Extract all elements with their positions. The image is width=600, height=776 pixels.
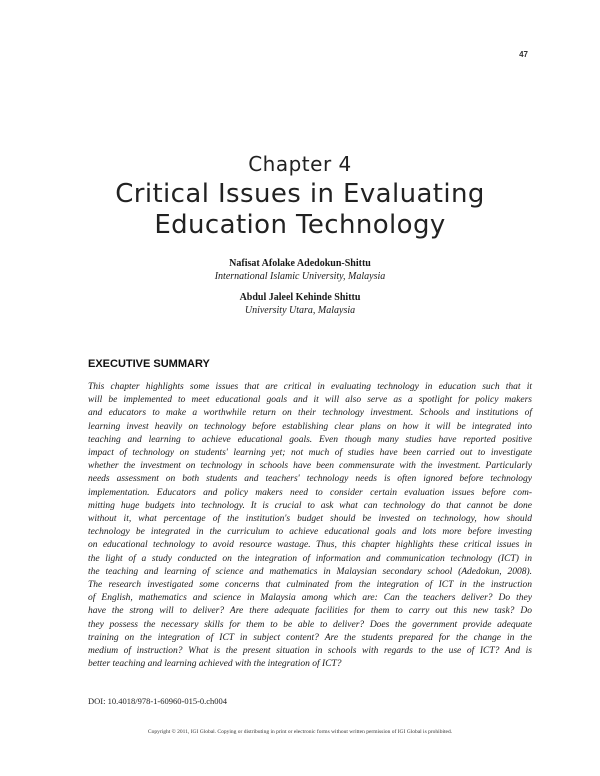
summary-line: learning invest heavily on technology before establishing clear plans on how it will be integrated into bbox=[88, 421, 532, 432]
author-name: Nafisat Afolake Adedokun-Shittu bbox=[229, 258, 371, 269]
summary-line: needs assessment on both students and teachers' technology needs is often ignored before technology bbox=[88, 474, 532, 485]
summary-line: implementation. Educators and policy makers need to consider certain evaluation issues before com- bbox=[88, 487, 532, 498]
summary-line: have the strong will to deliver? Are there adequate facilities for them to carry out this new task? Do bbox=[88, 606, 532, 617]
chapter-label: Chapter 4 bbox=[248, 152, 352, 176]
executive-summary-heading: EXECUTIVE SUMMARY bbox=[88, 358, 210, 370]
author-affiliation: International Islamic University, Malaysia bbox=[214, 271, 386, 282]
summary-line: the light of a study conducted on the integration of information and communication technology (ICT) in bbox=[88, 553, 532, 564]
author-affiliation: University Utara, Malaysia bbox=[244, 305, 356, 316]
doi-reference: DOI: 10.4018/978-1-60960-015-0.ch004 bbox=[88, 696, 228, 706]
summary-line: technology be integrated in the curriculum to achieve educational goals and lots more before investing bbox=[88, 527, 532, 538]
summary-line: teaching and learning to achieve educational goals. Even though many studies have reported positive bbox=[88, 434, 532, 445]
summary-line: and educators to make a worthwhile return on their technology investment. Schools and institutions of bbox=[88, 408, 532, 419]
summary-line: on educational technology to avoid resource wastage. Thus, this chapter highlights these critical issues in bbox=[88, 540, 532, 551]
summary-line: will be implemented to meet educational goals and it will also serve as a spotlight for policy makers bbox=[88, 395, 532, 406]
copyright-notice: Copyright © 2011, IGI Global. Copying or distributing in print or electronic forms without written permission of IGI Global is prohibited. bbox=[147, 729, 453, 735]
summary-line: without it, what percentage of the institution's budget should be invested on technology, how should bbox=[88, 514, 532, 525]
summary-line: The research investigated some concerns that culminated from the integration of ICT in the instruction bbox=[88, 580, 532, 591]
summary-line: mitting huge budgets into technology. It is crucial to ask what can technology do that cannot be done bbox=[88, 500, 532, 511]
executive-summary-body bbox=[88, 381, 532, 671]
summary-line: medium of instruction? What is the present situation in schools with regards to the use of ICT? And is bbox=[88, 646, 532, 657]
chapter-title-line: Education Technology bbox=[154, 210, 446, 240]
summary-line: of English, mathematics and science in Malaysia among which are: Can the teachers deliver? Do they bbox=[88, 593, 532, 604]
author-name: Abdul Jaleel Kehinde Shittu bbox=[239, 292, 361, 303]
chapter-title bbox=[0, 179, 600, 241]
chapter-title-line: Critical Issues in Evaluating bbox=[115, 179, 485, 209]
author-block bbox=[0, 291, 600, 317]
author-block bbox=[0, 257, 600, 283]
page-number: 47 bbox=[519, 50, 528, 59]
summary-line: they possess the necessary skills for them to be able to deliver? Does the government provide adequate bbox=[88, 619, 532, 630]
summary-line: the teaching and learning of science and mathematics in Malaysian secondary school (Adedokun, 2008). bbox=[88, 566, 532, 577]
summary-line: training on the integration of ICT in subject content? Are the students prepared for the change in the bbox=[88, 632, 532, 643]
summary-line: better teaching and learning achieved with the integration of ICT? bbox=[88, 659, 342, 670]
summary-line: This chapter highlights some issues that are critical in evaluating technology in education such that it bbox=[88, 382, 532, 392]
summary-line: impact of technology on students' learning yet; not much of studies have been carried out to investigate bbox=[88, 448, 532, 459]
summary-line: whether the investment on technology in schools have been commensurate with the investment. Particularly bbox=[88, 461, 532, 472]
